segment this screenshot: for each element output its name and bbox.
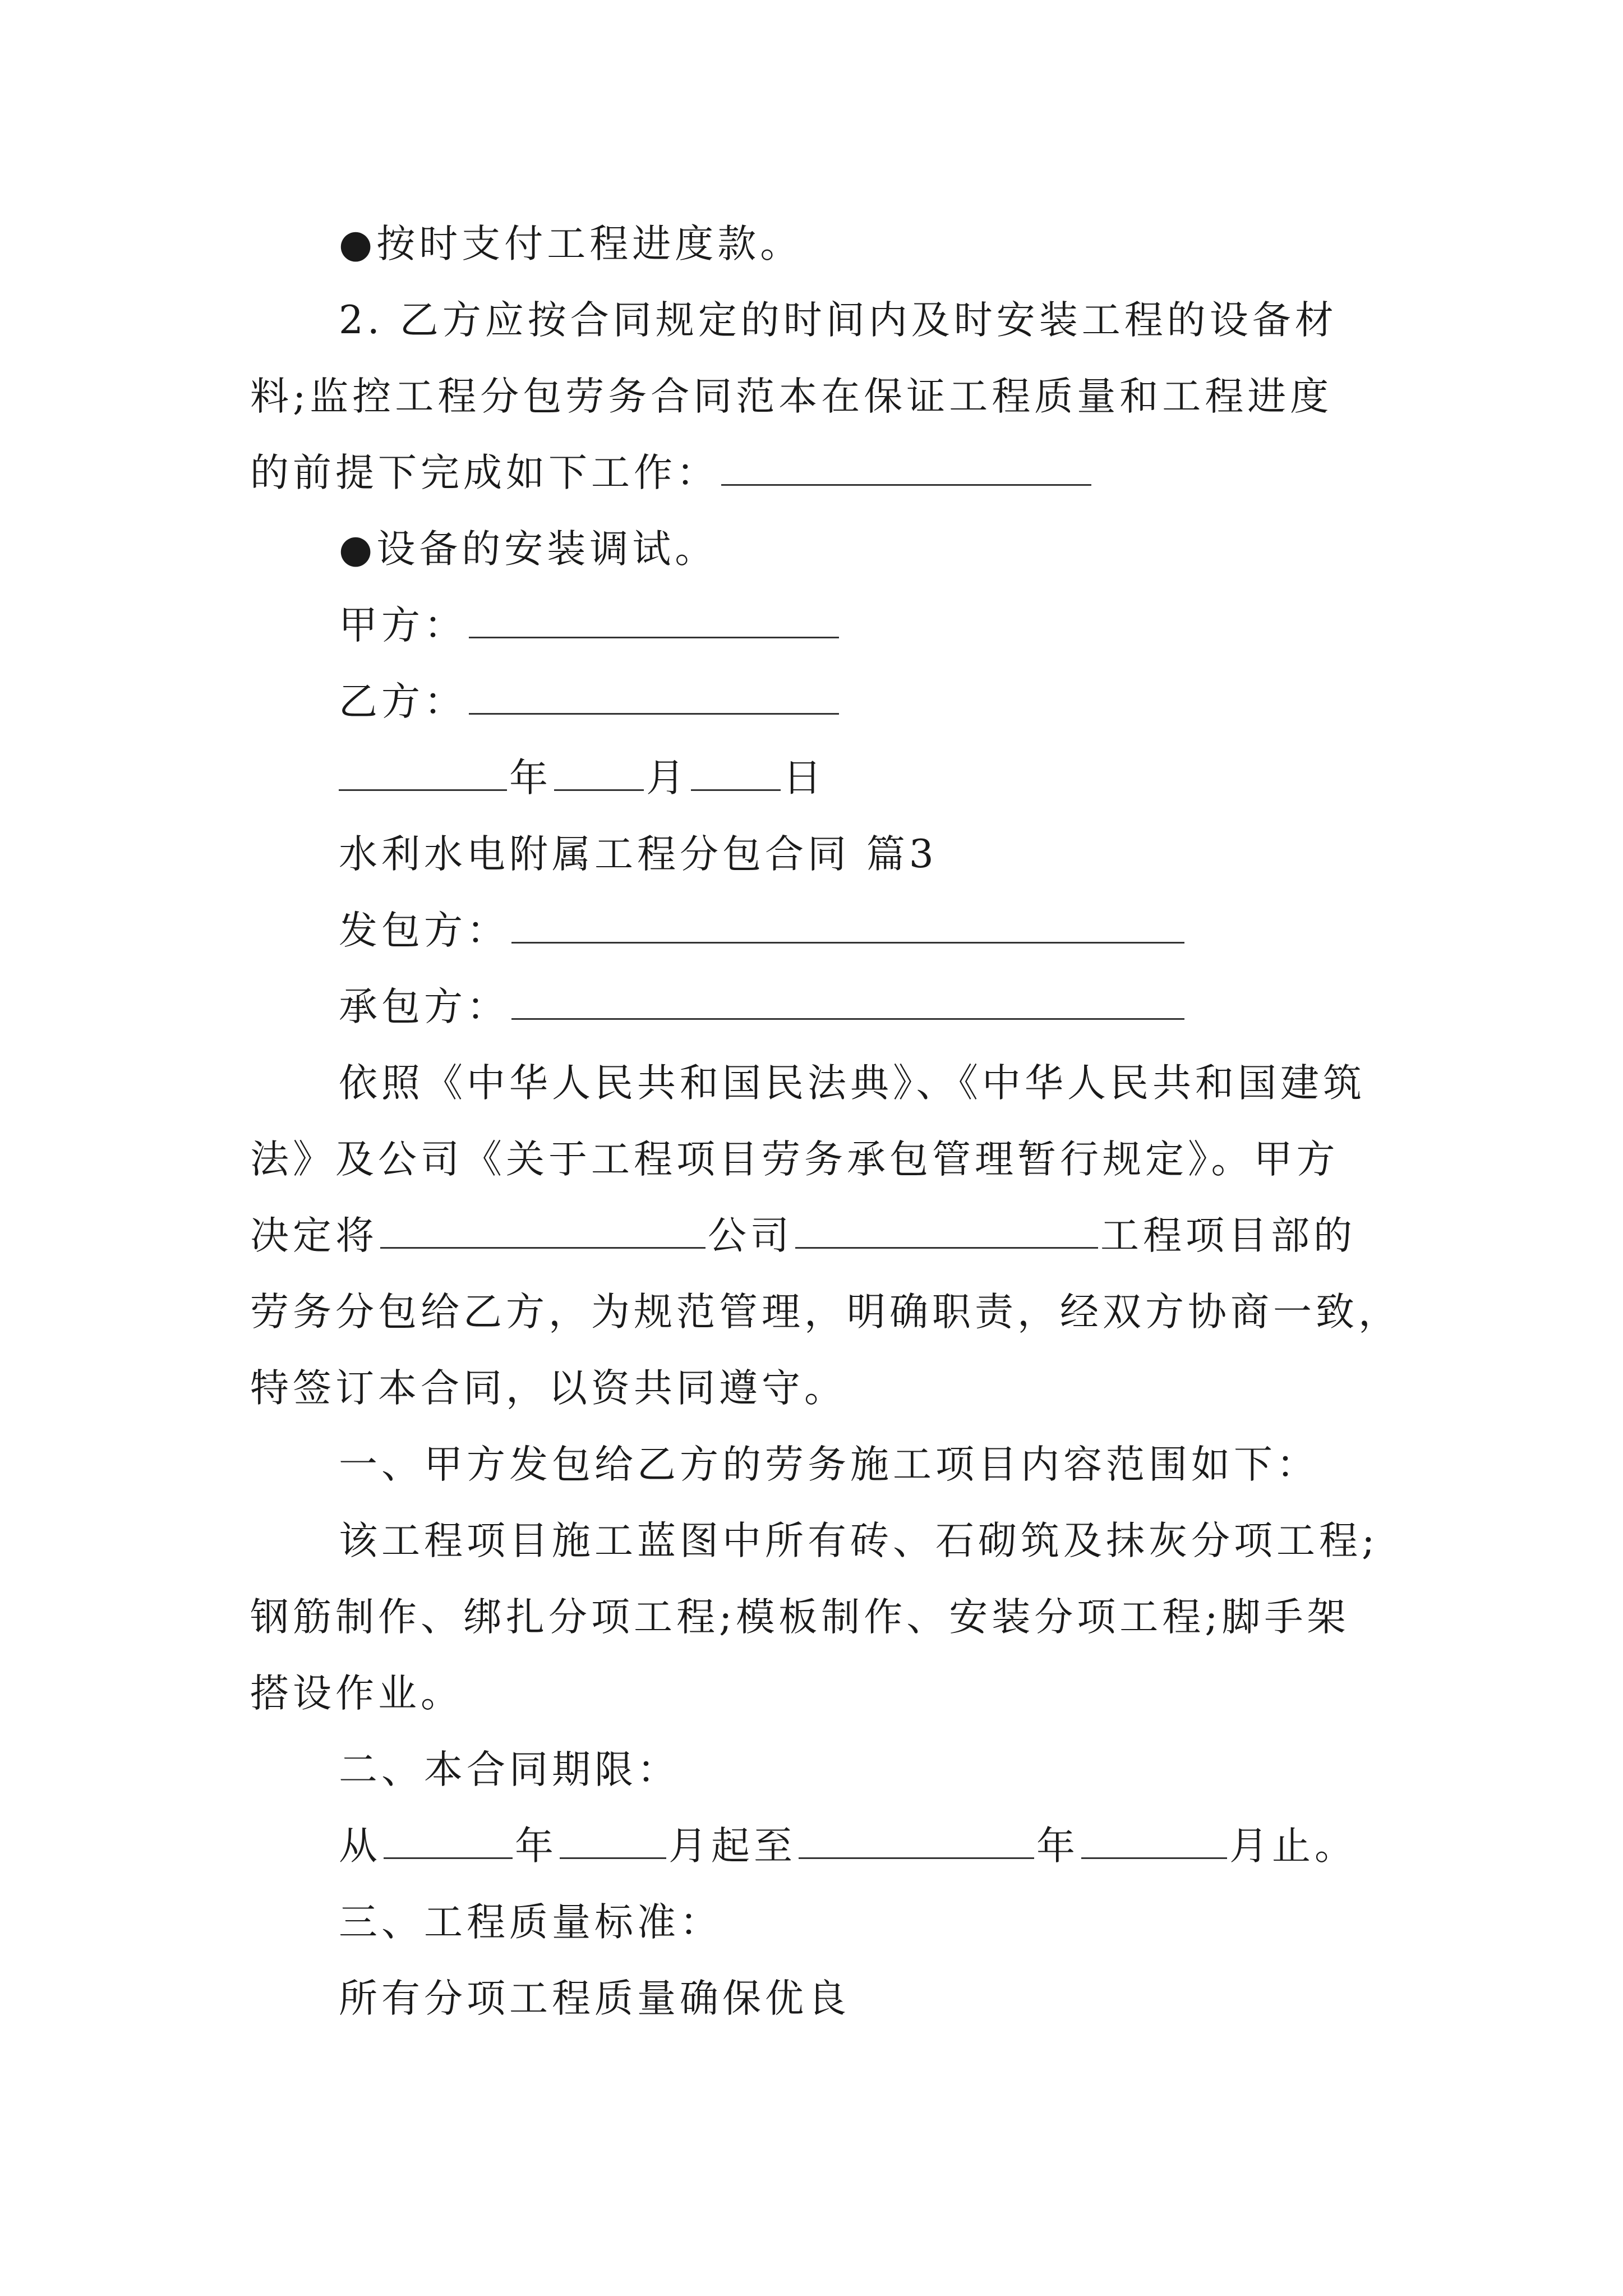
paragraph-line [250, 1349, 847, 1428]
text: 月起至 [668, 1824, 796, 1869]
blank-underline [339, 754, 507, 791]
term-line [339, 1807, 1357, 1885]
label: 乙方： [339, 679, 467, 724]
blank-underline [469, 602, 839, 638]
text: 该工程项目施工蓝图中所有砖、石砌筑及抹灰分项工程; [339, 1519, 1379, 1563]
text: 决定将 [250, 1213, 378, 1258]
blank-underline [554, 754, 644, 791]
text: ●设备的安装调试。 [339, 527, 718, 572]
contractor-line [339, 891, 1187, 970]
paragraph-line [339, 1883, 722, 1962]
party-b-line [339, 662, 841, 741]
label: 甲方： [339, 603, 467, 648]
blank-underline [799, 1823, 1034, 1859]
label: 承包方： [339, 984, 509, 1029]
blank-underline [795, 1212, 1098, 1249]
paragraph-line [339, 1731, 680, 1809]
month-label: 月 [646, 756, 689, 800]
party-a-line [339, 586, 841, 665]
blank-underline [384, 1823, 513, 1859]
blank-underline [721, 449, 1091, 486]
paragraph-line [250, 1578, 1350, 1657]
text: 水利水电附属工程分包合同 篇3 [339, 832, 938, 877]
date-line [339, 739, 826, 817]
text: 料;监控工程分包劳务合同范本在保证工程质量和工程进度 [250, 374, 1333, 419]
day-label: 日 [783, 756, 826, 800]
paragraph-line [339, 1425, 1319, 1504]
text: 的前提下完成如下工作： [250, 450, 719, 495]
paragraph-line [250, 1273, 1401, 1351]
label: 发包方： [339, 908, 509, 953]
blank-underline [380, 1212, 706, 1249]
paragraph-line [339, 1044, 1366, 1122]
blank-underline [511, 907, 1184, 944]
paragraph-line [339, 281, 1338, 360]
text: 法》及公司《关于工程项目劳务承包管理暂行规定》。甲方 [250, 1137, 1339, 1182]
paragraph-line [339, 510, 717, 588]
paragraph-line [250, 1654, 463, 1733]
paragraph-line [250, 434, 1094, 512]
text: 一、甲方发包给乙方的劳务施工项目内容范围如下： [339, 1442, 1319, 1487]
blank-underline [469, 678, 839, 715]
blank-underline [511, 983, 1184, 1020]
text: 年 [515, 1824, 557, 1869]
text: ●按时支付工程进度款。 [339, 222, 803, 266]
paragraph-line [339, 205, 803, 283]
section-title [339, 815, 938, 894]
paragraph-line [250, 1120, 1339, 1199]
text: 工程项目部的 [1100, 1213, 1356, 1258]
text: 年 [1036, 1824, 1079, 1869]
paragraph-line [250, 1197, 1356, 1275]
blank-underline [691, 754, 781, 791]
text: 从 [339, 1824, 381, 1869]
text: 2. 乙方应按合同规定的时间内及时安装工程的设备材 [339, 298, 1338, 343]
blank-underline [1081, 1823, 1227, 1859]
paragraph-line [250, 357, 1332, 436]
text: 特签订本合同，以资共同遵守。 [250, 1366, 847, 1411]
text: 依照《中华人民共和国民法典》、《中华人民共和国建筑 [339, 1061, 1366, 1106]
text: 所有分项工程质量确保优良 [339, 1976, 850, 2021]
text: 月止。 [1229, 1824, 1357, 1869]
paragraph-line [339, 1502, 1378, 1580]
text: 钢筋制作、绑扎分项工程;模板制作、安装分项工程;脚手架 [250, 1595, 1350, 1640]
text: 公司 [708, 1213, 793, 1258]
paragraph-line [339, 1959, 850, 2038]
subcontractor-line [339, 968, 1187, 1046]
text: 搭设作业。 [250, 1671, 463, 1716]
year-label: 年 [509, 756, 552, 800]
text: 二、本合同期限： [339, 1747, 680, 1792]
text: 三、工程质量标准： [339, 1900, 722, 1945]
text: 劳务分包给乙方，为规范管理，明确职责，经双方协商一致， [250, 1290, 1401, 1335]
blank-underline [560, 1823, 666, 1859]
